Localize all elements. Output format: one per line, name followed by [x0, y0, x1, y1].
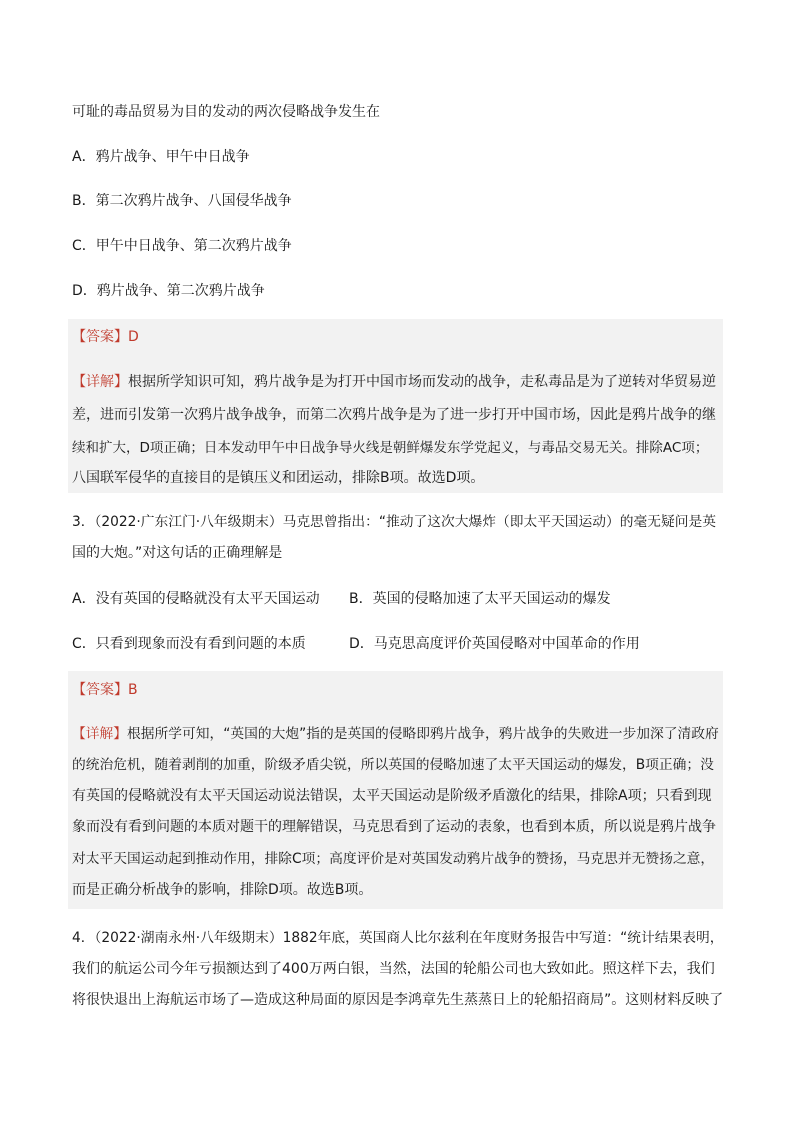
- question-3-stem-line-1: 3．（2022·广东江门·八年级期末）马克思曾指出：“推动了这次大爆炸（即太平天国运动）的毫无疑问是英: [72, 514, 716, 530]
- question-3-option-c: C．只看到现象而没有看到问题的本质: [72, 636, 306, 652]
- question-3-detail-line-2: 的统治危机，随着剥削的加重，阶级矛盾尖锐，所以英国的侵略加速了太平天国运动的爆发，B项正确；没: [72, 757, 714, 773]
- answer-tag: 【答案】: [72, 682, 128, 698]
- question-2-stem: 可耻的毒品贸易为目的发动的两次侵略战争发生在: [72, 104, 380, 120]
- question-4-stem-line-1: 4．（2022·湖南永州·八年级期末）1882年底，英国商人比尔兹利在年度财务报告中写道：“统计结果表明，: [72, 930, 724, 946]
- answer-value: B: [128, 682, 138, 698]
- question-3-option-b: B．英国的侵略加速了太平天国运动的爆发: [349, 591, 611, 607]
- question-2-detail-line-3: 续和扩大，D项正确；日本发动甲午中日战争导火线是朝鲜爆发东学党起义，与毒品交易无关。排除AC项；: [72, 440, 709, 456]
- detail-tag: 【详解】: [72, 726, 128, 742]
- question-3-option-a: A．没有英国的侵略就没有太平天国运动: [72, 591, 320, 607]
- question-3-option-d: D．马克思高度评价英国侵略对中国革命的作用: [349, 636, 640, 652]
- answer-tag: 【答案】: [72, 329, 128, 345]
- question-3-stem-line-2: 国的大炮。”对这句话的正确理解是: [72, 545, 283, 561]
- question-2-solution-box: [68, 319, 723, 493]
- question-2-option-a: A．鸦片战争、甲午中日战争: [72, 149, 250, 165]
- question-4-stem-line-2: 我们的航运公司今年亏损额达到了400万两白银，当然，法国的轮船公司也大致如此。照这样下去，我们: [72, 961, 715, 977]
- question-2-option-b: B．第二次鸦片战争、八国侵华战争: [72, 193, 292, 209]
- question-4-stem-line-3: 将很快退出上海航运市场了—造成这种局面的原因是李鸿章先生蒸蒸日上的轮船招商局”。这则材料反映了: [72, 992, 724, 1008]
- answer-value: D: [128, 329, 139, 345]
- question-3-detail-line-4: 象而没有看到问题的本质对题干的理解错误，马克思看到了运动的表象，也看到本质，所以说是鸦片战争: [72, 819, 716, 835]
- question-3-solution-box: [68, 671, 723, 909]
- question-2-detail-line-4: 八国联军侵华的直接目的是镇压义和团运动，排除B项。故选D项。: [72, 470, 485, 486]
- question-3-detail-line-6: 而是正确分析战争的影响，排除D项。故选B项。: [72, 882, 373, 898]
- question-2-detail-line-2: 差，进而引发第一次鸦片战争战争，而第二次鸦片战争是为了进一步打开中国市场，因此是鸦片战争的继: [72, 407, 716, 423]
- detail-tag: 【详解】: [72, 374, 128, 390]
- question-3-detail-line-1: 【详解】根据所学可知，“英国的大炮”指的是英国的侵略即鸦片战争，鸦片战争的失败进一步加深了清政府: [72, 726, 719, 742]
- question-3-answer: [72, 682, 138, 698]
- question-2-detail-line-1: 【详解】根据所学知识可知，鸦片战争是为打开中国市场而发动的战争，走私毒品是为了逆转对华贸易逆: [72, 374, 716, 390]
- question-2-option-c: C．甲午中日战争、第二次鸦片战争: [72, 238, 292, 254]
- question-3-detail-line-5: 对太平天国运动起到推动作用，排除C项；高度评价是对英国发动鸦片战争的赞扬，马克思并无赞扬之意，: [72, 851, 715, 867]
- question-2-option-d: D．鸦片战争、第二次鸦片战争: [72, 283, 265, 299]
- question-2-answer: [72, 329, 139, 345]
- question-3-detail-line-3: 有英国的侵略就没有太平天国运动说法错误，太平天国运动是阶级矛盾激化的结果，排除A项；只看到现: [72, 788, 712, 804]
